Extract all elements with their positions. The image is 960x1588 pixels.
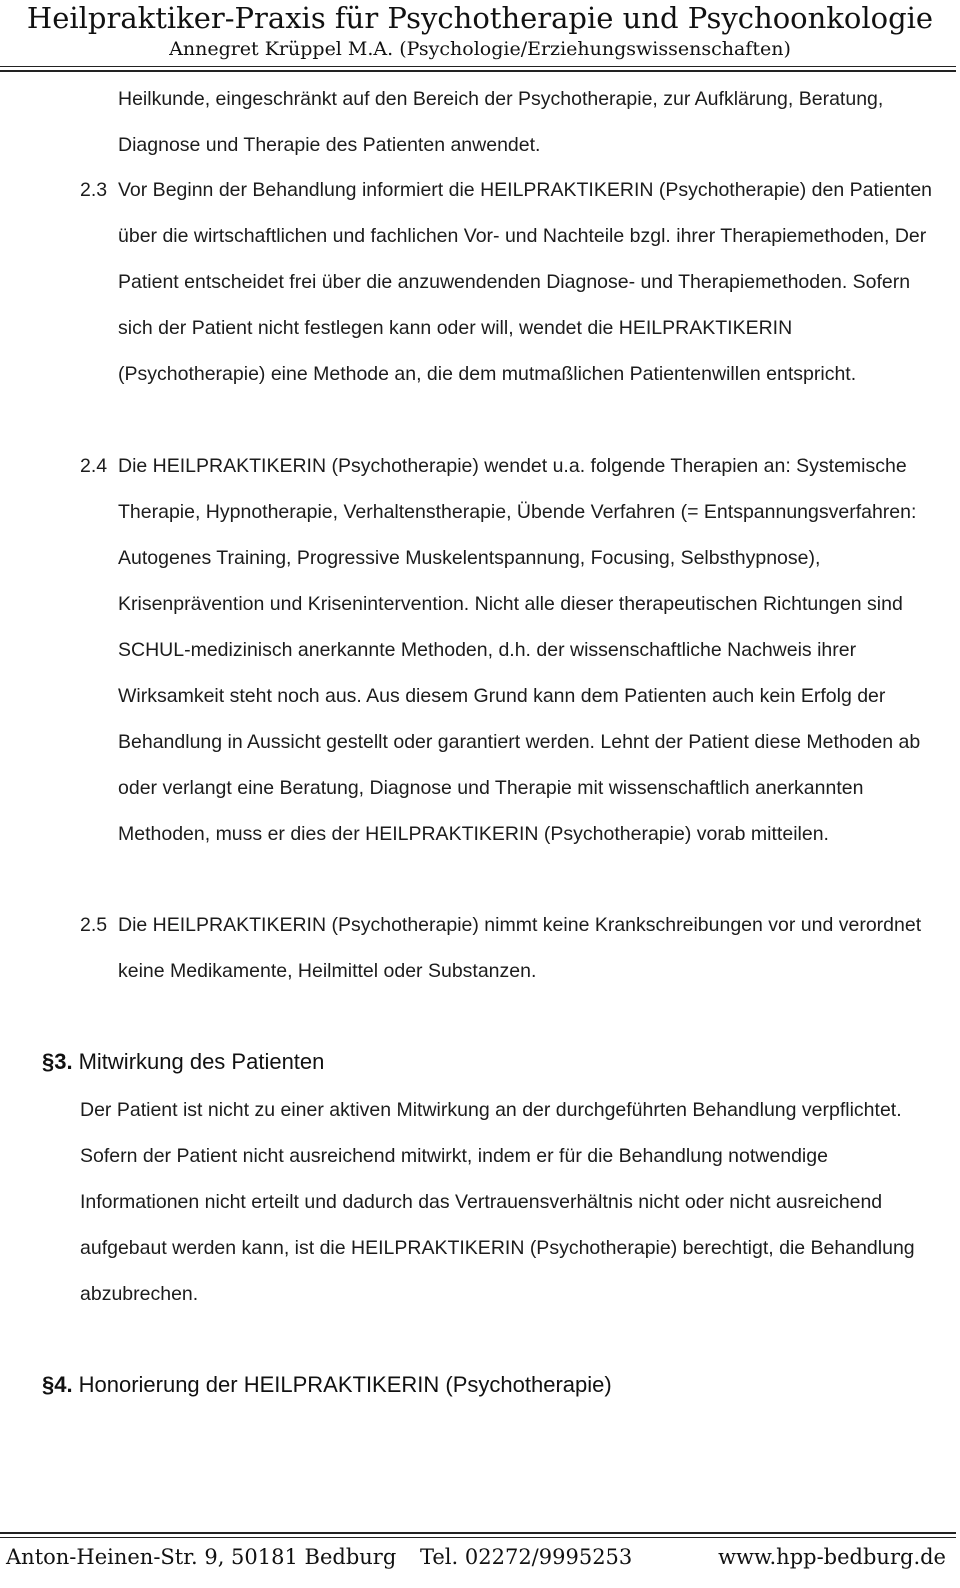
footer-divider-thick (0, 1532, 956, 1534)
section-4-heading (42, 1370, 612, 1400)
footer-website: www.hpp-bedburg.de (718, 1545, 946, 1569)
footer-address: Anton-Heinen-Str. 9, 50181 Bedburg (6, 1545, 397, 1569)
section-title: Honorierung der HEILPRAKTIKERIN (Psychotherapie) (78, 1372, 612, 1397)
section-3-text: Der Patient ist nicht zu einer aktiven Mitwirkung an der durchgeführten Behandlung verpflichtet. Sofern der Patient nicht ausreichend mitwirkt, indem er für die Behandlung notwendige Informationen nicht erteilt und dadurch das Vertrauensverhältnis nicht oder nicht ausreichend aufgebaut werden kann, ist die HEILPRAKTIKERIN (Psychotherapie) berechtigt, die Behandlung abzubrechen. (80, 1099, 915, 1305)
clause-text: Vor Beginn der Behandlung informiert die HEILPRAKTIKERIN (Psychotherapie) den Patienten über die wirtschaftlichen und fachlichen Vor- und Nachteile bzgl. ihrer Therapiemethoden, Der Patient entscheidet frei über die anzuwendenden Diagnose- und Therapiemethoden. Sofern sich der Patient nicht festlegen kann oder will, wendet die HEILPRAKTIKERIN (Psychotherapie) eine Methode an, die dem mutmaßlichen Patientenwillen entspricht. (118, 179, 933, 385)
footer-divider (0, 1537, 956, 1538)
header-divider (0, 66, 956, 67)
page-header-subtitle: Annegret Krüppel M.A. (Psychologie/Erziehungswissenschaften) (169, 38, 791, 60)
section-title: Mitwirkung des Patienten (78, 1049, 325, 1074)
clause-text: Die HEILPRAKTIKERIN (Psychotherapie) nimmt keine Krankschreibungen vor und verordnet keine Medikamente, Heilmittel oder Substanzen. (118, 914, 922, 982)
section-number: §3. (42, 1049, 73, 1074)
page-header-title: Heilpraktiker-Praxis für Psychotherapie und Psychoonkologie (26, 1, 934, 35)
section-3-heading (42, 1047, 324, 1077)
lead-paragraph: Heilkunde, eingeschränkt auf den Bereich der Psychotherapie, zur Aufklärung, Beratung, Diagnose und Therapie des Patienten anwendet. (118, 88, 884, 156)
clause-number: 2.3 (80, 179, 108, 201)
clause-text: Die HEILPRAKTIKERIN (Psychotherapie) wendet u.a. folgende Therapien an: Systemische Therapie, Hypnotherapie, Verhaltenstherapie, Übende Verfahren (= Entspannungsverfahren: Autogenes Training, Progressive Muskelentspannung, Focusing, Selbsthypnose), Krisenprävention und Krisenintervention. Nicht alle dieser therapeutischen Richtungen sind SCHUL-medizinisch anerkannte Methoden, d.h. der wissenschaftliche Nachweis ihrer Wirksamkeit steht noch aus. Aus diesem Grund kann dem Patienten auch kein Erfolg der Behandlung in Aussicht gestellt oder garantiert werden. Lehnt der Patient diese Methoden ab oder verlangt eine Beratung, Diagnose und Therapie mit wissenschaftlich anerkannten Methoden, muss er dies der HEILPRAKTIKERIN (Psychotherapie) vorab mitteilen. (118, 455, 921, 845)
header-divider-thick (0, 70, 956, 72)
clause-number: 2.4 (80, 455, 108, 477)
footer-phone: Tel. 02272/9995253 (420, 1545, 633, 1569)
clause-2-3 (80, 167, 938, 397)
clause-2-5 (80, 902, 938, 994)
clause-2-4 (80, 443, 938, 857)
section-number: §4. (42, 1372, 73, 1397)
clause-number: 2.5 (80, 914, 108, 936)
